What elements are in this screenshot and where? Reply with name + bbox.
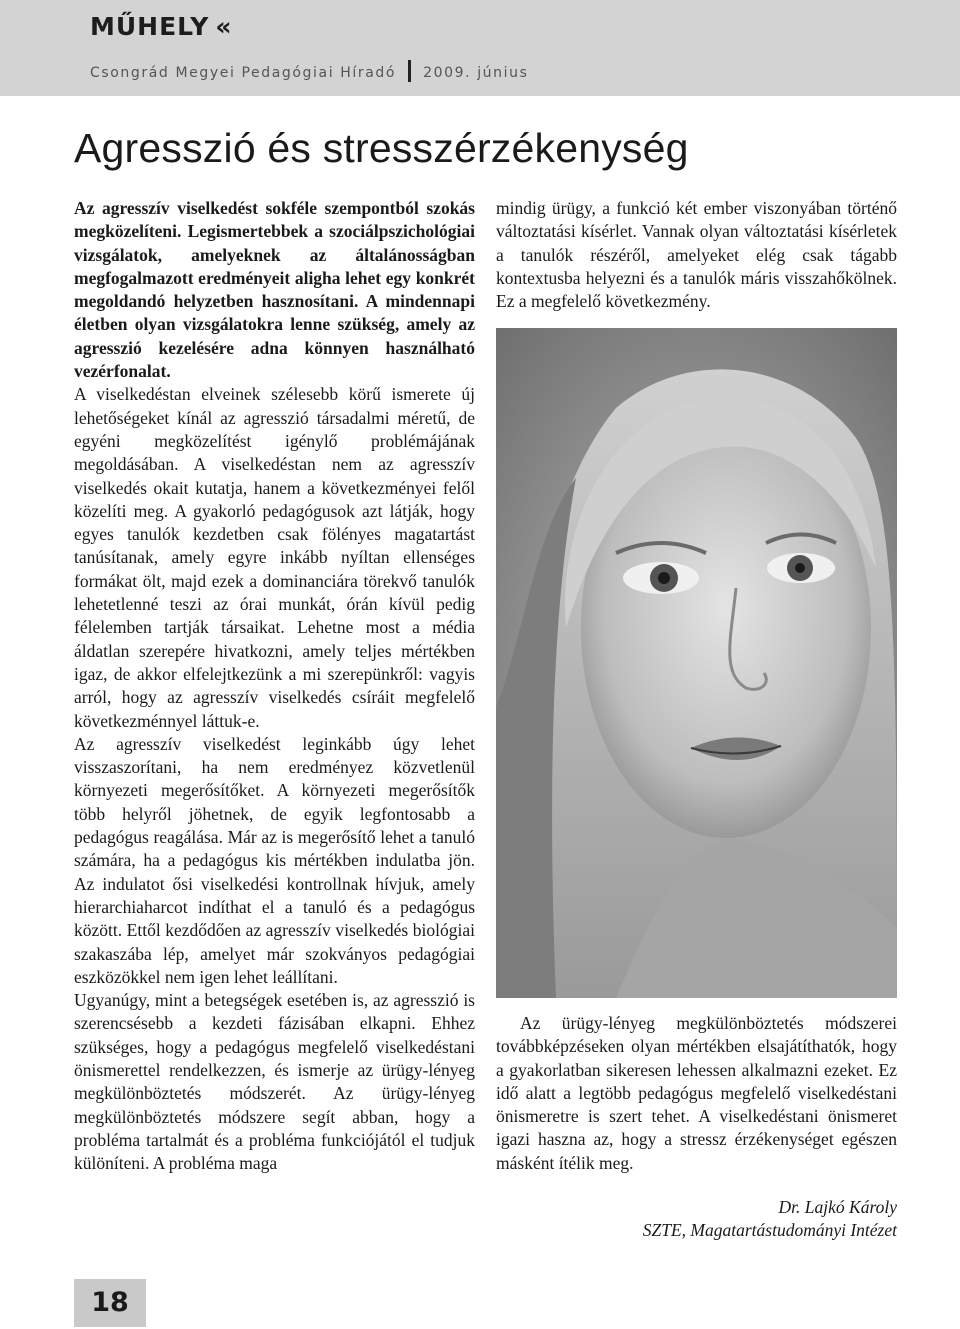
author-affiliation: SZTE, Magatartástudományi Intézet (642, 1220, 897, 1241)
separator-bar (408, 60, 411, 82)
body-paragraph: A viselkedéstan elveinek szélesebb körű ismerete új lehetőségeket kínál az agresszió társadalmi méretű, de egyéni megközelítést igénylő problémájának megoldásában. A viselkedéstan nem az agresszív viselkedés okait kutatja, hanem a következményei felől közelíti meg. A gyakorló pedagógusok azt látják, hogy egyes tanulók kezdetben csak fölényes magatartást tanúsítanak, amely egyre inkább nyíltan ellenséges formákat ölt, majd ezek a dominanciára törekvő tanulók lehetetlenné teszi az órai munkát, órán kívül pedig félelemben tartják társaikat. Lehetne most a média áldatlan szerepére hivatkozni, amely teljes mértékben igaz, de akkor elfelejtkezünk a mi szerepünkről: vagyis arról, hogy az agresszív viselkedés csíráit megfelelő következménnyel láttuk-e. (74, 384, 475, 731)
right-column-top (496, 197, 897, 313)
issue-date: 2009. június (423, 65, 529, 81)
double-chevron-left-icon: « (215, 12, 233, 41)
page-header (0, 0, 960, 96)
page-number: 18 (74, 1279, 146, 1327)
right-column-bottom (496, 1012, 897, 1175)
article-lead: Az agresszív viselkedést sokféle szempontból szokás megközelíteni. Legismertebbek a szociálpszichológiai vizsgálatok, amelyeknek az általánosságban megfogalmazott eredményeit aligha lehet egy konkrét megoldandó helyzetben hasznosítani. A mindennapi életben olyan vizsgálatokra lenne szükség, amely az agresszió kezelésére adna könnyen használható vezérfonalat. (74, 198, 475, 382)
section-name: MŰHELY (90, 12, 210, 41)
signature (643, 1196, 897, 1243)
left-column (74, 197, 475, 1175)
publication-line (90, 60, 528, 82)
body-paragraph: Az ürügy-lényeg megkülönböztetés módszerei továbbképzéseken olyan mértékben elsajátíthatók, hogy a gyakorlatban sikeresen lehessen alkalmazni ezeket. Ez idő alatt a legtöbb pedagógus megfelelő viselkedéstani önismeretre is szert tehet. A viselkedéstani önismeret igazi haszna az, hogy a stressz érzékenységet egészen másként ítélik meg. (496, 1013, 897, 1173)
portrait-photo (496, 328, 897, 998)
publication-name: Csongrád Megyei Pedagógiai Híradó (90, 65, 397, 81)
body-paragraph: mindig ürügy, a funkció két ember viszonyában történő változtatási kísérlet. Vannak olyan változtatási kísérletek a tanulók részéről, amelyeket elég csak tágabb kontextusba helyezni és a tanulók máris visszahőkölnek. Ez a megfelelő következmény. (496, 198, 897, 312)
body-paragraph: Az agresszív viselkedést leginkább úgy lehet visszaszorítani, ha nem eredményez közvetlenül környezeti megerősítőket. A környezeti megerősítők több helyről jöhetnek, de egyik legfontosabb a pedagógus reagálása. Már az is megerősítő lehet a tanuló számára, ha a pedagógus kis mértékben indulatba jön. Az indulatot ősi viselkedési kontrollnak hívjuk, amely hierarchiaharcot indíthat el a tanuló és a pedagógus között. Ettől kezdődően az agresszív viselkedés biológiai szakaszába lép, amelyet már szokványos pedagógiai eszközökkel nem igen lehet leállítani. (74, 733, 475, 987)
author-name: Dr. Lajkó Károly (778, 1197, 897, 1217)
section-title (90, 12, 232, 41)
body-paragraph: Ugyanúgy, mint a betegségek esetében is, az agresszió is szerencsésebb a kezdeti fázisában elkapni. Ehhez szükséges, hogy a pedagógus megfelelő viselkedéstani önismerettel rendelkezzen, és ismerje az ürügy-lényeg megkülönböztetés módszerét. Az ürügy-lényeg megkülönböztetés módszere segít abban, hogy a probléma tartalmát és a probléma funkciójától el tudjuk különíteni. A probléma maga (74, 990, 475, 1174)
article-title: Agresszió és stresszérzékenység (74, 125, 689, 171)
